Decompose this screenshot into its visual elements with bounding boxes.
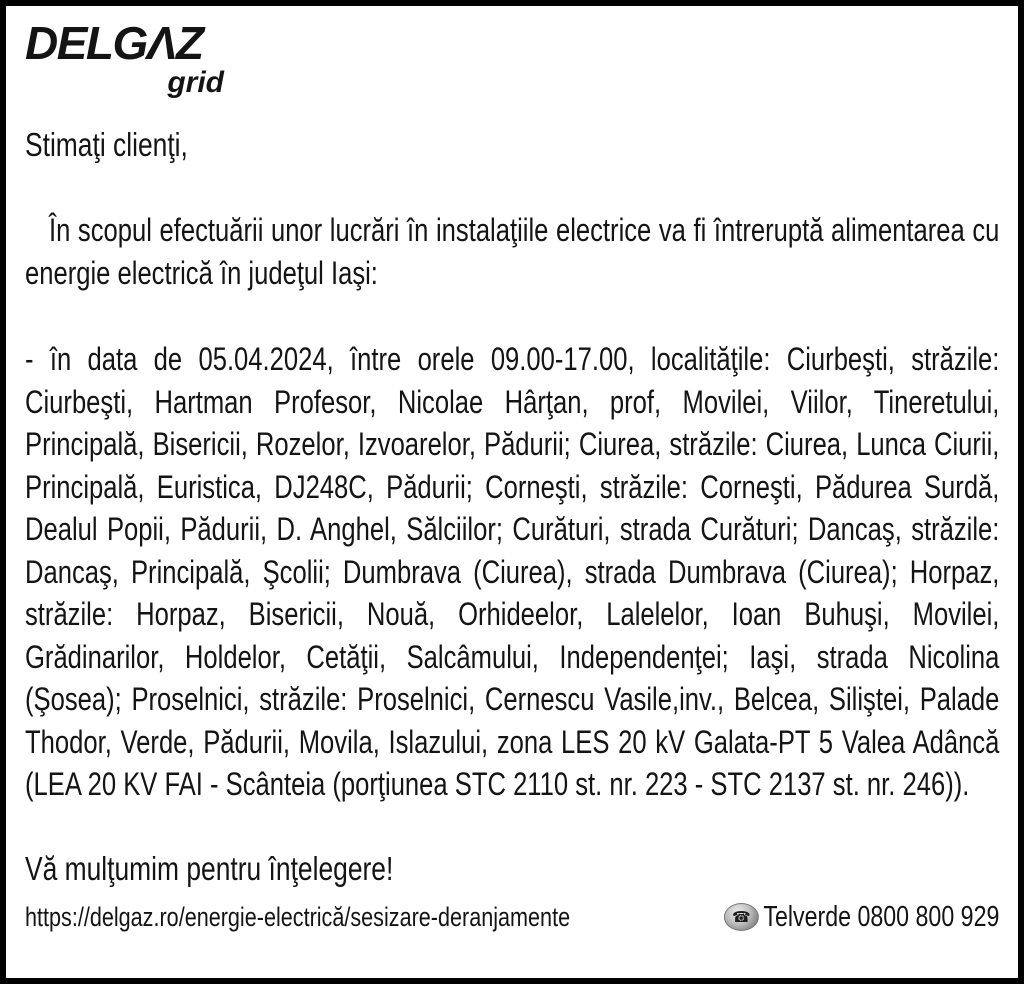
intro-paragraph: În scopul efectuării unor lucrări în instalaţiile electrice va fi întreruptă alimentarea cu energie electrică în judeţul Iaşi: <box>25 212 1000 291</box>
closing-text: Vă mulţumim pentru înţelegere! <box>25 849 394 887</box>
text-column <box>25 122 999 934</box>
telverde-contact <box>727 900 999 934</box>
logo-grid-wordmark: grid <box>167 66 224 99</box>
outage-details-paragraph: - în data de 05.04.2024, între orele 09.00-17.00, localităţile: Ciurbeşti, străzile: Ciurbeşti, Hartman Profesor, Nicolae Hârţan, prof, Movilei, Viilor, Tineretului, Principală, Bisericii, Rozelor, Izvoarelor, Pădurii; Ciurea, străzile: Ciurea, Lunca Ciurii, Principală, Euristica, DJ248C, Pădurii; Corneşti, străzile: Corneşti, Pădurea Surdă, Dealul Popii, Pădurii, D. Anghel, Sălciilor; Curături, strada Curături; Dancaş, străzile: Dancaş, Principală, Şcolii; Dumbrava (Ciurea), strada Dumbrava (Ciurea); Horpaz, străzile: Horpaz, Bisericii, Nouă, Orhideelor, Lalelelor, Ioan Buhuşi, Movilei, Grădinarilor, Holdelor, Cetăţii, Salcâmului, Independenţei; Iaşi, strada Nicolina (Şosea); Proselnici, străzile: Proselnici, Cernescu Vasile,inv., Belcea, Siliştei, Palade Thodor, Verde, Pădurii, Movila, Islazului, zona LES 20 kV Galata-PT 5 Valea Adâncă (LEA 20 KV FAI - Scânteia (porţiunea STC 2110 st. nr. 223 - STC 2137 st. nr. 246)). <box>25 341 1000 802</box>
footer <box>25 900 999 934</box>
site-url: https://delgaz.ro/energie-electrică/sesizare-deranjamente <box>25 901 571 932</box>
telverde-number: Telverde 0800 800 929 <box>763 900 1000 933</box>
brand-logo <box>25 17 230 99</box>
phone-icon: ☎ <box>724 903 759 931</box>
greeting-text: Stimaţi clienţi, <box>25 126 188 163</box>
logo-delgaz-wordmark: DELGΛZ <box>25 17 203 69</box>
